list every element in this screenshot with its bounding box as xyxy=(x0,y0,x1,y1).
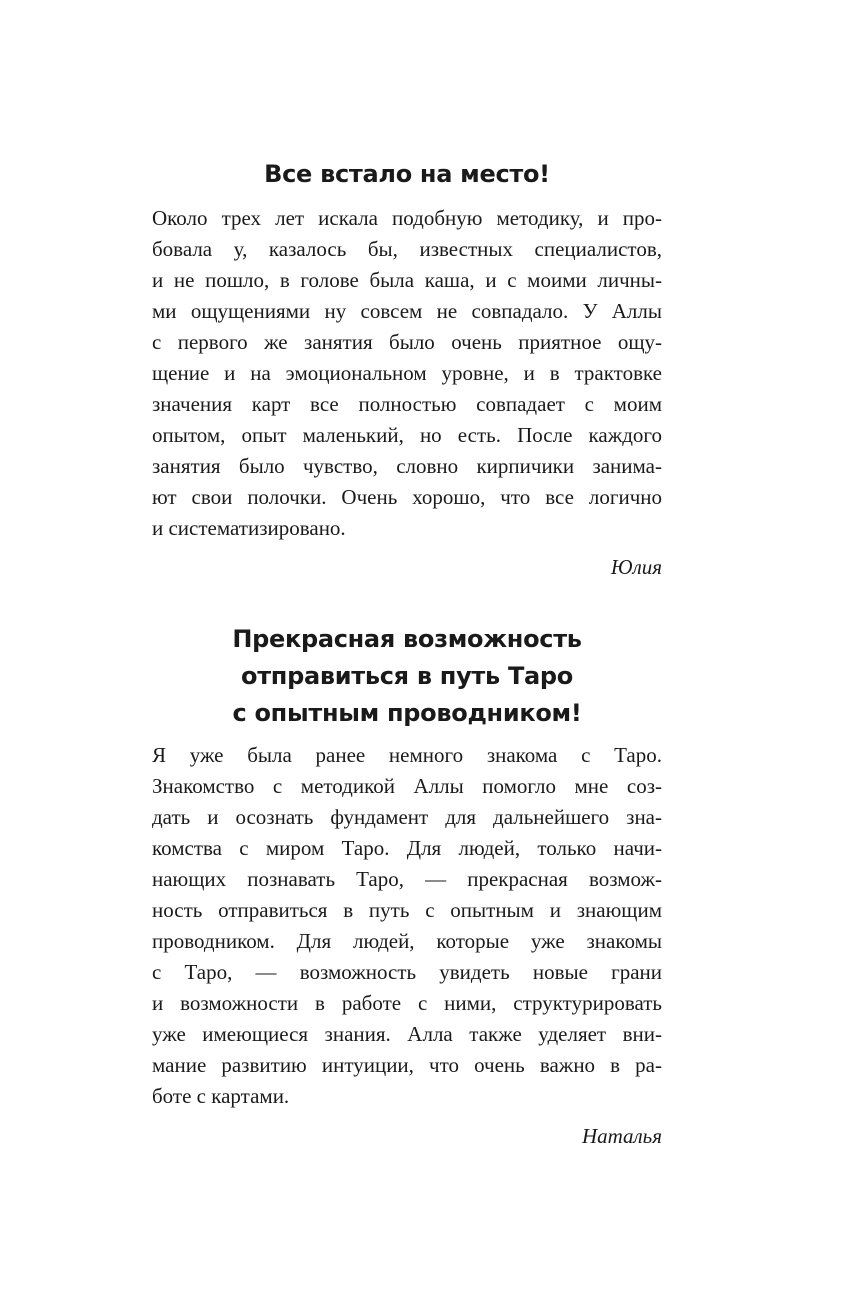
body-line: Около трех лет искала подобную методику, и про- xyxy=(152,206,662,230)
body-line: ность отправиться в путь с опытным и знающим xyxy=(152,898,662,922)
body-line: занятия было чувство, словно кирпичики занима- xyxy=(152,454,662,478)
body-line: и возможности в работе с ними, структурировать xyxy=(152,991,662,1015)
body-line: боте с картами. xyxy=(152,1084,290,1108)
review-body xyxy=(152,740,662,1112)
body-line: бовала у, казалось бы, известных специалистов, xyxy=(152,237,662,261)
title-line: Все встало на место! xyxy=(264,160,550,188)
review-title xyxy=(140,621,674,732)
body-line: нающих познавать Таро, — прекрасная возмож- xyxy=(152,867,662,891)
review-author: Юлия xyxy=(610,555,662,579)
body-line: с Таро, — возможность увидеть новые грани xyxy=(152,960,662,984)
review-body xyxy=(152,203,662,544)
title-line: Прекрасная возможность xyxy=(232,625,582,653)
body-line: дать и осознать фундамент для дальнейшего зна- xyxy=(152,805,662,829)
body-line: ют свои полочки. Очень хорошо, что все логично xyxy=(152,485,662,509)
body-line: комства с миром Таро. Для людей, только начи- xyxy=(152,836,662,860)
body-line: и не пошло, в голове была каша, и с моими личны- xyxy=(152,268,662,292)
body-line: опытом, опыт маленький, но есть. После каждого xyxy=(152,423,662,447)
body-line: Я уже была ранее немного знакома с Таро. xyxy=(152,743,662,767)
review-title xyxy=(140,156,674,193)
review-author: Наталья xyxy=(581,1124,662,1148)
title-line: отправиться в путь Таро xyxy=(241,662,573,690)
body-line: с первого же занятия было очень приятное ощу- xyxy=(152,330,662,354)
body-line: проводником. Для людей, которые уже знакомы xyxy=(152,929,662,953)
body-line: уже имеющиеся знания. Алла также уделяет вни- xyxy=(152,1022,662,1046)
body-line: мание развитию интуиции, что очень важно в ра- xyxy=(152,1053,662,1077)
body-line: ми ощущениями ну совсем не совпадало. У Аллы xyxy=(152,299,662,323)
body-line: и систематизировано. xyxy=(152,516,346,540)
body-line: щение и на эмоциональном уровне, и в трактовке xyxy=(152,361,662,385)
title-line: с опытным проводником! xyxy=(232,699,582,727)
body-line: Знакомство с методикой Аллы помогло мне соз- xyxy=(152,774,662,798)
body-line: значения карт все полностью совпадает с моим xyxy=(152,392,662,416)
